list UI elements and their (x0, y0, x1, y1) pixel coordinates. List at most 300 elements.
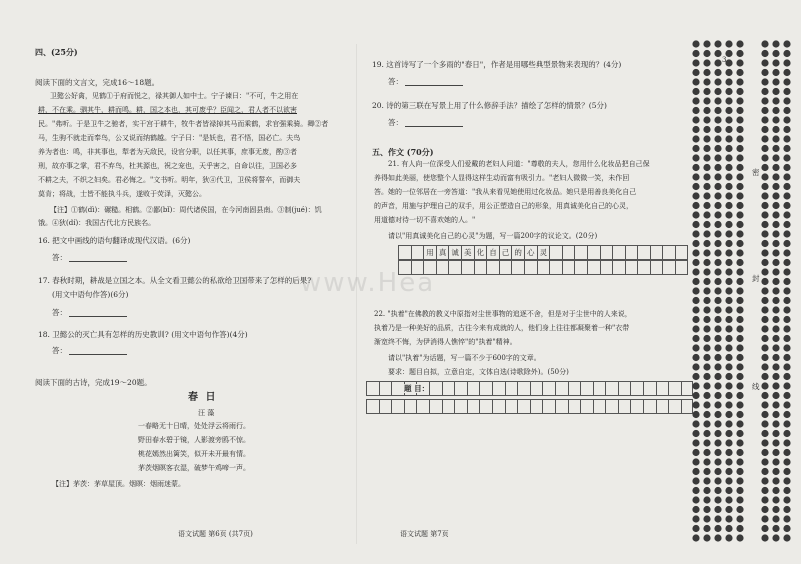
footer-page-7: 语文试题 第7页 (400, 530, 449, 538)
binding-dot (761, 173, 768, 180)
grid-cell[interactable]: 化 (474, 246, 487, 259)
binding-dot (783, 420, 790, 427)
binding-dot (783, 126, 790, 133)
binding-dot (761, 50, 768, 57)
binding-dot (736, 316, 743, 323)
binding-dot (772, 88, 779, 95)
binding-dot (714, 534, 721, 541)
binding-dot (703, 525, 710, 532)
grid-cell[interactable] (574, 261, 587, 274)
binding-dot (692, 420, 699, 427)
binding-dot (725, 211, 732, 218)
binding-dot (761, 154, 768, 161)
grid-cell[interactable] (499, 261, 512, 274)
binding-dot (772, 458, 779, 465)
binding-dot (703, 126, 710, 133)
grid-cell[interactable] (650, 246, 663, 259)
binding-dot (761, 382, 768, 389)
binding-dot (783, 145, 790, 152)
binding-dot (692, 50, 699, 57)
binding-dot (783, 525, 790, 532)
binding-dot (692, 183, 699, 190)
binding-dot (783, 449, 790, 456)
binding-dot (783, 354, 790, 361)
binding-dot (725, 468, 732, 475)
binding-dot (714, 221, 721, 228)
binding-dot (772, 420, 779, 427)
binding-dot (703, 468, 710, 475)
binding-dot (725, 249, 732, 256)
binding-dot (714, 192, 721, 199)
binding-dot (703, 78, 710, 85)
binding-dot (783, 202, 790, 209)
grid-cell[interactable] (479, 400, 492, 413)
binding-dot (725, 506, 732, 513)
binding-dot (772, 107, 779, 114)
binding-dot (783, 325, 790, 332)
answer-line-17[interactable]: 答： (52, 308, 127, 317)
binding-dot (772, 278, 779, 285)
grid-cell[interactable] (574, 246, 587, 259)
binding-dot (725, 344, 732, 351)
grid-cell[interactable] (537, 261, 550, 274)
binding-dot (772, 211, 779, 218)
grid-cell[interactable] (668, 400, 681, 413)
grid-cell[interactable]: 用 (423, 246, 436, 259)
binding-dot (692, 411, 699, 418)
grid-cell[interactable]: 自 (486, 246, 499, 259)
grid-cell[interactable] (650, 261, 663, 274)
binding-dot (703, 325, 710, 332)
binding-dot (714, 107, 721, 114)
binding-dot (783, 268, 790, 275)
binding-dot (725, 192, 732, 199)
grid-cell[interactable]: 美 (461, 246, 474, 259)
binding-dot (725, 135, 732, 142)
answer-line-18[interactable]: 答： (52, 346, 127, 355)
binding-dot (692, 249, 699, 256)
binding-dot (692, 259, 699, 266)
binding-dot (736, 69, 743, 76)
binding-dot (736, 373, 743, 380)
q22-line: 执着乃是一种美好的品质，古往今来有成就的人，他们身上往往都凝聚着一种"衣带 (374, 324, 630, 332)
grid-cell[interactable] (600, 261, 613, 274)
binding-dot (761, 40, 768, 47)
grid-cell[interactable] (505, 400, 518, 413)
grid-cell[interactable] (379, 400, 392, 413)
grid-cell[interactable] (612, 246, 625, 259)
binding-dot (714, 354, 721, 361)
q21-line: 用道德对待一切不喜欢她的人。" (374, 216, 476, 224)
binding-dot (703, 154, 710, 161)
binding-dot (692, 344, 699, 351)
grid-cell[interactable] (517, 400, 530, 413)
binding-dot (703, 344, 710, 351)
grid-cell[interactable] (643, 382, 656, 395)
grid-cell[interactable] (580, 382, 593, 395)
binding-dot (736, 154, 743, 161)
binding-dot (783, 240, 790, 247)
binding-dot (783, 458, 790, 465)
binding-dot (714, 411, 721, 418)
binding-dot (725, 335, 732, 342)
grid-cell[interactable] (630, 382, 643, 395)
poem-line: 一春略无十日晴，处处浮云将雨行。 (138, 422, 250, 430)
passage-line: 莫肯；将战，士皆不能执斗兵，遂败于荧泽，灭懿公。 (38, 190, 206, 198)
grid-cell[interactable] (605, 400, 618, 413)
grid-cell[interactable] (656, 400, 669, 413)
binding-dot (736, 249, 743, 256)
binding-dot (783, 506, 790, 513)
binding-dot (736, 306, 743, 313)
grid-cell[interactable] (662, 261, 675, 274)
grid-cell[interactable] (643, 400, 656, 413)
grid-cell[interactable] (668, 382, 681, 395)
poem-title: 春 日 (188, 392, 218, 403)
binding-dot (736, 145, 743, 152)
grid-cell[interactable] (656, 382, 669, 395)
binding-dot (783, 259, 790, 266)
binding-dot (703, 107, 710, 114)
binding-dot (725, 59, 732, 66)
binding-dot (714, 287, 721, 294)
poem-note: 【注】茅茨：茅草屋顶。烟暝：烟雨迷蒙。 (52, 480, 185, 488)
binding-dot (761, 363, 768, 370)
grid-cell[interactable] (391, 382, 404, 395)
grid-cell[interactable] (467, 400, 480, 413)
binding-dot (714, 173, 721, 180)
binding-dot (725, 164, 732, 171)
binding-dot (783, 316, 790, 323)
binding-dot (736, 515, 743, 522)
binding-dot (703, 449, 710, 456)
grid-cell[interactable] (479, 382, 492, 395)
grid-cell[interactable] (612, 261, 625, 274)
binding-dot (703, 40, 710, 47)
q21-prompt: 请以"用真诚美化自己的心灵"为题，写一篇200字的议论文。(20分) (388, 232, 598, 240)
binding-dot (703, 50, 710, 57)
binding-dot (783, 297, 790, 304)
binding-dot (725, 306, 732, 313)
binding-dot (736, 287, 743, 294)
binding-dot (783, 78, 790, 85)
binding-dot (703, 192, 710, 199)
binding-dot (692, 268, 699, 275)
binding-dot (772, 78, 779, 85)
grid-cell[interactable]: 真 (436, 246, 449, 259)
binding-dot (703, 97, 710, 104)
grid-cell[interactable] (474, 261, 487, 274)
binding-dot (736, 430, 743, 437)
essay-grid-21-row2[interactable] (398, 260, 688, 275)
binding-dot (761, 278, 768, 285)
grid-cell[interactable] (391, 400, 404, 413)
binding-dot (772, 325, 779, 332)
grid-cell[interactable] (524, 261, 537, 274)
binding-dot (714, 297, 721, 304)
binding-dot (736, 278, 743, 285)
binding-dot (714, 97, 721, 104)
binding-dot (783, 515, 790, 522)
binding-dot (725, 173, 732, 180)
grid-cell[interactable] (618, 382, 631, 395)
grid-cell[interactable]: 己 (499, 246, 512, 259)
grid-cell[interactable] (486, 261, 499, 274)
grid-cell[interactable] (517, 382, 530, 395)
passage-line: 耕，不在乘。驷其牛，耕而鸣。耕，国之本也，其可废乎？臣闻之，君人者不以欲害 (38, 106, 297, 114)
grid-cell[interactable]: 诚 (448, 246, 461, 259)
grid-cell[interactable] (587, 246, 600, 259)
binding-dot (772, 173, 779, 180)
binding-dot (736, 211, 743, 218)
poem-intro: 阅读下面的古诗，完成19～20题。 (35, 378, 152, 387)
binding-dot (736, 496, 743, 503)
binding-dot (736, 477, 743, 484)
binding-dot (725, 430, 732, 437)
grid-cell[interactable] (555, 382, 568, 395)
grid-cell[interactable] (492, 400, 505, 413)
binding-dot (703, 496, 710, 503)
binding-dot (772, 316, 779, 323)
grid-cell[interactable] (625, 246, 638, 259)
binding-dot (772, 126, 779, 133)
binding-dot (772, 221, 779, 228)
grid-cell[interactable] (605, 382, 618, 395)
binding-dot (736, 468, 743, 475)
grid-cell[interactable] (675, 246, 688, 259)
binding-dot (736, 506, 743, 513)
binding-dot (783, 477, 790, 484)
binding-dot (714, 430, 721, 437)
binding-dot (692, 278, 699, 285)
grid-cell[interactable] (530, 382, 543, 395)
binding-dot (703, 268, 710, 275)
grid-cell[interactable] (442, 400, 455, 413)
binding-dot (736, 325, 743, 332)
binding-dot (714, 116, 721, 123)
binding-dot (772, 230, 779, 237)
binding-dot (725, 240, 732, 247)
passage-notes: 【注】①鹤(dì)：碾糙。相鹤。②鄙(bǐ)：周代诸侯国，在今河南固县南。③制(jué)：饥 (50, 206, 322, 214)
grid-cell[interactable] (436, 261, 449, 274)
binding-dot (772, 287, 779, 294)
binding-dot (783, 211, 790, 218)
grid-cell[interactable] (555, 400, 568, 413)
grid-cell[interactable] (593, 400, 606, 413)
poem-line: 桃花嫣然出篱笑，似开未开最有情。 (138, 450, 250, 458)
grid-cell[interactable] (448, 261, 461, 274)
binding-dot (714, 78, 721, 85)
binding-dot (761, 335, 768, 342)
binding-dot (703, 59, 710, 66)
grid-cell[interactable] (542, 400, 555, 413)
grid-cell[interactable] (637, 261, 650, 274)
grid-cell[interactable] (587, 261, 600, 274)
grid-cell[interactable]: 的 (511, 246, 524, 259)
binding-dot (783, 344, 790, 351)
binding-dot (703, 487, 710, 494)
seal-line-band (746, 40, 760, 545)
grid-cell[interactable] (630, 400, 643, 413)
binding-dot (761, 477, 768, 484)
binding-dot (725, 107, 732, 114)
binding-dot (783, 97, 790, 104)
grid-cell[interactable] (366, 400, 379, 413)
answer-line-20[interactable]: 答： (388, 118, 463, 127)
binding-dot (761, 221, 768, 228)
grid-cell[interactable] (549, 261, 562, 274)
binding-dot (692, 116, 699, 123)
grid-cell[interactable] (492, 382, 505, 395)
binding-dot (692, 192, 699, 199)
binding-dot (725, 458, 732, 465)
binding-dot (692, 230, 699, 237)
binding-dot (703, 259, 710, 266)
binding-dot (714, 477, 721, 484)
grid-cell[interactable] (511, 261, 524, 274)
grid-cell[interactable] (442, 382, 455, 395)
binding-dot (761, 259, 768, 266)
grid-cell[interactable] (530, 400, 543, 413)
grid-cell[interactable] (454, 400, 467, 413)
grid-cell[interactable] (429, 400, 442, 413)
binding-dot (761, 344, 768, 351)
grid-cell[interactable] (625, 261, 638, 274)
binding-dot (725, 88, 732, 95)
binding-dot (692, 496, 699, 503)
binding-dot (761, 192, 768, 199)
binding-dot (714, 154, 721, 161)
grid-cell[interactable] (454, 382, 467, 395)
binding-dot (725, 287, 732, 294)
grid-cell[interactable] (549, 246, 562, 259)
binding-dot (714, 373, 721, 380)
binding-dot (703, 335, 710, 342)
grid-cell[interactable] (662, 246, 675, 259)
binding-dot (714, 40, 721, 47)
grid-cell[interactable] (505, 382, 518, 395)
q21-line: 答。她的一位邻居在一旁答道："我从来看见她使用过化妆品。她只是用善良美化自己 (374, 188, 637, 196)
grid-cell[interactable] (593, 382, 606, 395)
binding-dot (692, 306, 699, 313)
binding-dot (736, 202, 743, 209)
q22-line: 渐宽终不悔，为伊消得人憔悴"的"执着"精神。 (374, 338, 517, 346)
binding-dot (772, 430, 779, 437)
binding-dot (772, 373, 779, 380)
binding-dot (736, 401, 743, 408)
binding-dot (725, 154, 732, 161)
grid-cell[interactable]: 灵 (537, 246, 550, 259)
binding-dot (714, 59, 721, 66)
passage-line: 刑，故亦事之掌，君不弃鸟，杜其源也，祝之宠也，天乎害之，自命以往，卫国必多 (38, 162, 297, 170)
binding-dot (761, 230, 768, 237)
binding-dot (783, 534, 790, 541)
answer-line-16[interactable]: 答： (52, 253, 127, 262)
binding-dot (783, 164, 790, 171)
binding-dot (692, 211, 699, 218)
binding-dot (725, 449, 732, 456)
binding-dot (736, 126, 743, 133)
binding-dot (703, 439, 710, 446)
grid-cell[interactable] (568, 400, 581, 413)
essay-grid-22[interactable] (366, 399, 693, 414)
binding-dot (703, 506, 710, 513)
binding-page-number: 3 (722, 56, 727, 64)
binding-dot (772, 506, 779, 513)
binding-dot (736, 354, 743, 361)
binding-dot (703, 116, 710, 123)
binding-dot (714, 496, 721, 503)
grid-cell[interactable] (411, 246, 424, 259)
binding-dot (714, 344, 721, 351)
essay-grid-21[interactable] (398, 245, 688, 260)
binding-dot (772, 154, 779, 161)
binding-dot (714, 306, 721, 313)
binding-dot (703, 69, 710, 76)
grid-cell[interactable] (467, 382, 480, 395)
binding-dot (725, 50, 732, 57)
grid-cell[interactable]: 心 (524, 246, 537, 259)
binding-dot (783, 468, 790, 475)
binding-dot (714, 69, 721, 76)
binding-dot (714, 363, 721, 370)
binding-dot (714, 525, 721, 532)
grid-cell[interactable] (404, 400, 417, 413)
passage-line: 养为者也：鸣，非其事也，犁者为天敌民，设官分职，以任其事，庶事无废，酌③者 (38, 148, 297, 156)
grid-cell[interactable] (568, 382, 581, 395)
binding-dot (736, 221, 743, 228)
grid-cell[interactable] (398, 246, 411, 259)
binding-dot (692, 392, 699, 399)
binding-dot (714, 487, 721, 494)
grid-cell[interactable] (637, 246, 650, 259)
grid-cell[interactable] (542, 382, 555, 395)
grid-cell[interactable] (366, 382, 379, 395)
grid-cell[interactable] (379, 382, 392, 395)
binding-dot (725, 78, 732, 85)
poem-line: 野田春水碧于镜，人影渡旁鸥不惊。 (138, 436, 250, 444)
grid-cell[interactable] (429, 382, 442, 395)
binding-dot (772, 40, 779, 47)
grid-cell[interactable] (675, 261, 688, 274)
grid-cell[interactable] (562, 261, 575, 274)
binding-dot (736, 107, 743, 114)
binding-dot (736, 78, 743, 85)
grid-cell[interactable] (618, 400, 631, 413)
binding-dot (692, 373, 699, 380)
binding-dot (772, 69, 779, 76)
binding-dot (761, 88, 768, 95)
grid-cell[interactable] (600, 246, 613, 259)
passage-line: 卫懿公好禽，见鹤①于府而悦之，禄其御人如中士。宁子谏曰："不可，牛之用在 (50, 92, 299, 100)
grid-cell[interactable] (562, 246, 575, 259)
binding-dot (725, 325, 732, 332)
grid-cell[interactable] (461, 261, 474, 274)
grid-cell[interactable] (580, 400, 593, 413)
binding-dot (725, 202, 732, 209)
binding-dot (761, 297, 768, 304)
binding-dot (725, 534, 732, 541)
binding-dot (783, 411, 790, 418)
answer-line-19[interactable]: 答： (388, 77, 463, 86)
binding-dot (692, 69, 699, 76)
binding-dot (761, 183, 768, 190)
binding-dot (736, 392, 743, 399)
binding-dot (714, 211, 721, 218)
grid-cell[interactable] (416, 400, 429, 413)
binding-dot (761, 316, 768, 323)
section-four-heading: 四、(25分) (35, 47, 78, 57)
